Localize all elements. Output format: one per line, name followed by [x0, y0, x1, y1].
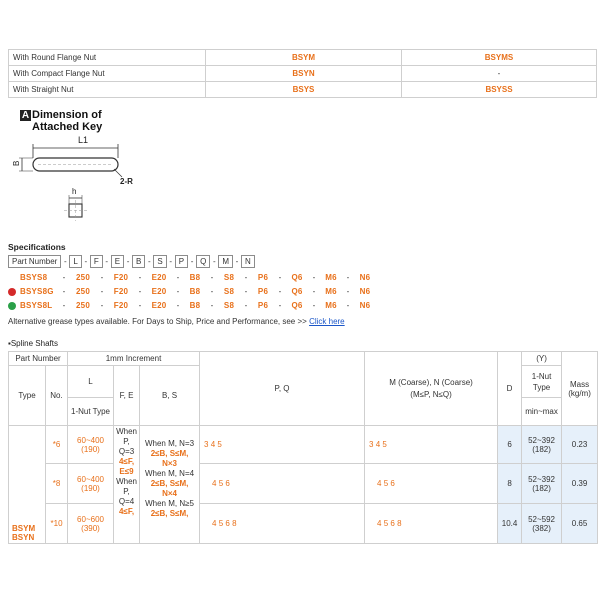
separator: -	[312, 301, 316, 310]
header-mn-line2: (M≤P, N≤Q)	[410, 390, 452, 399]
table-row	[9, 504, 598, 544]
spec-field-part-number: Part Number	[8, 255, 61, 268]
y-range	[522, 464, 562, 504]
fe-condition: P,	[123, 487, 130, 496]
separator: -	[138, 301, 142, 310]
separator: -	[210, 287, 214, 296]
part-code-stainless[interactable]: BSYMS	[402, 50, 597, 66]
separator: -	[346, 287, 350, 296]
nut-type-row	[9, 82, 597, 98]
pq-values[interactable]: 4 5 6 8	[200, 504, 365, 544]
part-number-format	[8, 255, 255, 268]
separator: -	[212, 257, 216, 266]
spec-field-s: S	[153, 255, 166, 268]
bs-condition: N×4	[162, 489, 177, 498]
spec-field-b: B	[132, 255, 145, 268]
key-dimension-drawing	[8, 132, 158, 224]
separator: -	[169, 257, 173, 266]
y-range-value: 52~592	[528, 514, 555, 524]
dimension-title-line2: Attached Key	[32, 121, 103, 133]
dimension-title	[20, 109, 102, 133]
header-part-number: Part Number	[9, 352, 68, 366]
fe-condition: 4≤F,	[118, 507, 135, 516]
shaft-no[interactable]: *10	[46, 504, 68, 544]
header-fe: F, E	[114, 366, 140, 426]
spec-field-q: Q	[196, 255, 210, 268]
example-value: Q6	[291, 287, 303, 296]
length-range	[68, 426, 114, 464]
spline-shafts-table	[8, 351, 598, 544]
bs-condition: When M, N≥5	[145, 499, 194, 508]
y-range-value: 52~392	[528, 474, 555, 484]
label-B: B	[12, 160, 21, 166]
spec-field-n: N	[241, 255, 255, 268]
part-number-example	[8, 272, 378, 283]
header-no: No.	[46, 366, 68, 426]
spline-shafts-title: ▪Spline Shafts	[8, 339, 58, 348]
mn-values[interactable]: 3 4 5	[365, 426, 498, 464]
y-range-value: 52~392	[528, 435, 555, 445]
separator: -	[244, 287, 248, 296]
mass-value: 0.23	[562, 426, 598, 464]
example-value: P6	[257, 273, 269, 282]
example-part-code[interactable]: BSYS8G	[20, 287, 54, 296]
fe-condition: When	[116, 477, 137, 486]
spec-field-m: M	[218, 255, 233, 268]
part-code-stainless: -	[402, 66, 597, 82]
header-mn	[365, 352, 498, 426]
nut-type-label: With Compact Flange Nut	[9, 66, 206, 82]
fe-condition: When	[116, 427, 137, 436]
part-code-standard[interactable]: BSYM	[206, 50, 402, 66]
example-value: M6	[325, 273, 337, 282]
separator: -	[126, 257, 130, 266]
example-value: S8	[223, 273, 235, 282]
example-value: N6	[359, 273, 371, 282]
table-row	[9, 464, 598, 504]
specifications-title: Specifications	[8, 242, 66, 252]
mass-value: 0.39	[562, 464, 598, 504]
spec-field-p: P	[175, 255, 188, 268]
example-part-code[interactable]: BSYS8	[20, 273, 48, 282]
nut-type-label: With Round Flange Nut	[9, 50, 206, 66]
length-default: (390)	[81, 523, 100, 533]
separator: -	[190, 257, 194, 266]
header-increment: 1mm Increment	[68, 352, 200, 366]
example-value: P6	[257, 301, 269, 310]
grease-note-text: Alternative grease types available. For Days to Ship, Price and Performance, see >>	[8, 317, 307, 326]
length-range-value: 60~400	[77, 474, 104, 484]
grease-note	[8, 317, 345, 326]
separator: -	[278, 273, 282, 282]
section-badge: A	[21, 110, 30, 121]
mn-values[interactable]: 4 5 6	[365, 464, 498, 504]
length-default: (190)	[81, 483, 100, 493]
example-value: B8	[189, 273, 201, 282]
separator: -	[62, 301, 66, 310]
separator: -	[138, 287, 142, 296]
header-d: D	[498, 352, 522, 426]
separator: -	[278, 287, 282, 296]
nut-type-table	[8, 49, 597, 98]
separator: -	[346, 273, 350, 282]
length-range	[68, 504, 114, 544]
separator: -	[244, 273, 248, 282]
separator: -	[346, 301, 350, 310]
example-value: M6	[325, 287, 337, 296]
fe-condition: Q=4	[118, 497, 135, 506]
example-part-code[interactable]: BSYS8L	[20, 301, 53, 310]
mass-value: 0.65	[562, 504, 598, 544]
header-mass-line2: (kg/m)	[568, 388, 591, 398]
y-range	[522, 426, 562, 464]
separator: -	[176, 273, 180, 282]
example-value: S8	[223, 287, 235, 296]
table-row	[9, 426, 598, 464]
separator: -	[100, 301, 104, 310]
diameter-value: 6	[498, 426, 522, 464]
dimension-title-line1: Dimension of	[32, 109, 102, 121]
separator: -	[148, 257, 151, 266]
header-mn-line1: M (Coarse), N (Coarse)	[389, 378, 473, 387]
example-value: E20	[151, 273, 167, 282]
part-number-example	[8, 286, 378, 297]
separator: -	[62, 287, 66, 296]
example-value: F20	[113, 301, 129, 310]
pq-values[interactable]: 3 4 5	[200, 426, 365, 464]
header-y: (Y)	[522, 352, 562, 366]
label-L1: L1	[78, 135, 89, 145]
fe-condition: E≤9	[119, 467, 134, 476]
header-mass-line1: Mass	[569, 379, 590, 389]
spec-field-e: E	[111, 255, 124, 268]
separator: -	[105, 257, 109, 266]
separator: -	[100, 273, 104, 282]
example-value: S8	[223, 301, 235, 310]
separator: -	[312, 273, 316, 282]
fe-condition: Q=3	[118, 447, 135, 456]
click-here-link[interactable]: Click here	[309, 317, 345, 326]
separator: -	[278, 301, 282, 310]
example-value: E20	[151, 301, 167, 310]
y-range	[522, 504, 562, 544]
y-default: (182)	[532, 444, 551, 454]
separator: -	[210, 301, 214, 310]
separator: -	[84, 257, 88, 266]
example-value: M6	[325, 301, 337, 310]
length-range-value: 60~600	[77, 514, 104, 524]
separator: -	[235, 257, 239, 266]
shaft-no[interactable]: *6	[46, 426, 68, 464]
red-dot-icon	[8, 288, 16, 296]
example-value: Q6	[291, 273, 303, 282]
bs-condition: N×3	[162, 459, 177, 468]
separator: -	[312, 287, 316, 296]
separator: -	[100, 287, 104, 296]
nut-type-row	[9, 66, 597, 82]
example-value: 250	[76, 287, 90, 296]
spec-field-f: F	[90, 255, 103, 268]
example-value: N6	[359, 287, 371, 296]
mn-values[interactable]: 4 5 6 8	[365, 504, 498, 544]
shaft-no[interactable]: *8	[46, 464, 68, 504]
fe-cell	[114, 426, 140, 544]
bs-condition: When M, N=4	[144, 469, 195, 478]
example-value: B8	[189, 301, 201, 310]
diameter-value: 8	[498, 464, 522, 504]
bs-cell	[140, 426, 200, 544]
label-h: h	[72, 187, 77, 196]
header-type: Type	[9, 366, 46, 426]
part-number-example	[8, 300, 378, 311]
separator: -	[64, 257, 67, 266]
length-range-value: 60~400	[77, 435, 104, 445]
separator: -	[176, 301, 180, 310]
spec-field-l: L	[69, 255, 81, 268]
fe-condition: 4≤F,	[118, 457, 135, 466]
label-2R: 2-R	[120, 177, 133, 186]
diameter-value: 10.4	[498, 504, 522, 544]
example-value: F20	[113, 273, 129, 282]
type-cell	[9, 426, 46, 544]
y-default: (382)	[532, 523, 551, 533]
length-range	[68, 464, 114, 504]
separator: -	[176, 287, 180, 296]
separator: -	[244, 301, 248, 310]
example-value: 250	[76, 301, 90, 310]
green-dot-icon	[8, 302, 16, 310]
bs-condition: 2≤B, S≤M,	[150, 509, 189, 518]
part-code-stainless[interactable]: BSYSS	[402, 82, 597, 98]
fe-condition: P,	[123, 437, 130, 446]
example-value: Q6	[291, 301, 303, 310]
separator: -	[210, 273, 214, 282]
example-value: N6	[359, 301, 371, 310]
length-default: (190)	[81, 444, 100, 454]
example-value: P6	[257, 287, 269, 296]
separator: -	[62, 273, 66, 282]
header-y-one-nut: 1-Nut Type	[522, 366, 562, 398]
y-default: (182)	[532, 483, 551, 493]
example-value: E20	[151, 287, 167, 296]
type-code[interactable]: BSYM	[12, 524, 36, 533]
separator: -	[138, 273, 142, 282]
header-l-one-nut: 1-Nut Type	[68, 398, 114, 426]
example-value: B8	[189, 287, 201, 296]
nut-type-row	[9, 50, 597, 66]
pq-values[interactable]: 4 5 6	[200, 464, 365, 504]
bs-condition: When M, N=3	[144, 439, 195, 448]
example-value: F20	[113, 287, 129, 296]
header-l: L	[68, 366, 114, 398]
nut-type-label: With Straight Nut	[9, 82, 206, 98]
header-bs: B, S	[140, 366, 200, 426]
bs-condition: 2≤B, S≤M,	[150, 449, 189, 458]
header-min-max: min~max	[522, 398, 562, 426]
part-code-standard[interactable]: BSYS	[206, 82, 402, 98]
header-mass	[562, 352, 598, 426]
header-pq: P, Q	[200, 352, 365, 426]
type-code[interactable]: BSYN	[12, 533, 35, 542]
bs-condition: 2≤B, S≤M,	[150, 479, 189, 488]
example-value: 250	[76, 273, 90, 282]
part-code-standard[interactable]: BSYN	[206, 66, 402, 82]
